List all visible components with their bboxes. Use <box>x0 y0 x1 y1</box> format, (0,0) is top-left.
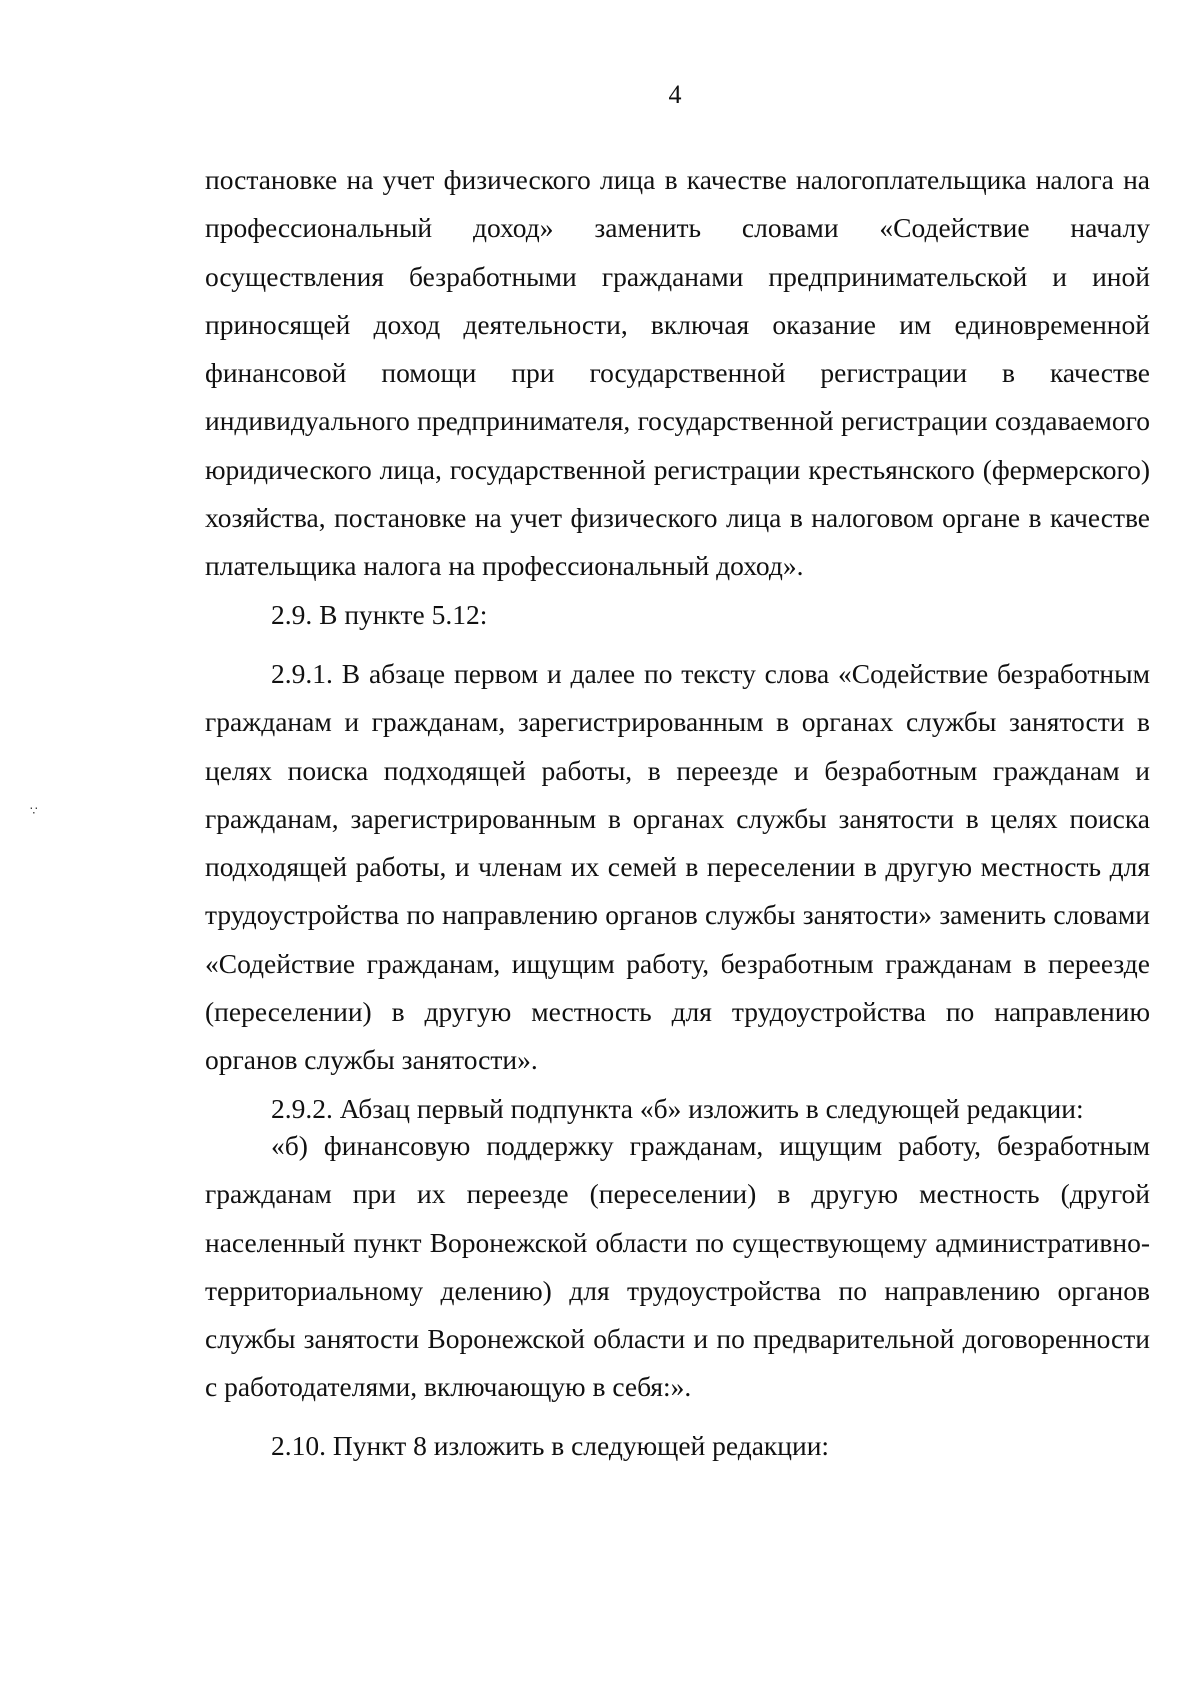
document-body-middle <box>205 650 1150 1133</box>
paragraph-2-9-1: 2.9.1. В абзаце первом и далее по тексту слова «Содействие безработным гражданам и гражданам, зарегистрированным в органах службы занятости в целях поиска подходящей работы, в переезде и безработным гражданам и гражданам, зарегистрированным в органах службы занятости в целях поиска подходящей работы, и членам их семей в переселении в другую местность для трудоустройства по направлению органов службы занятости» заменить словами «Содействие гражданам, ищущим работу, безработным гражданам в переезде (переселении) в другую местность для трудоустройства по направлению органов службы занятости». <box>205 658 1150 1076</box>
paragraph-continuation: постановке на учет физического лица в качестве налогоплательщика налога на профессиональный доход» заменить словами «Содействие началу осуществления безработными гражданами предпринимательской и иной приносящей доход деятельности, включая оказание им единовременной финансовой помощи при государственной регистрации в качестве индивидуального предпринимателя, государственной регистрации создаваемого юридического лица, государственной регистрации крестьянского (фермерского) хозяйства, постановке на учет физического лица в налоговом органе в качестве плательщика налога на профессиональный доход». <box>205 164 1150 582</box>
paragraph-2-10: 2.10. Пункт 8 изложить в следующей редакции: <box>271 1429 830 1461</box>
paragraph-quote-b: «б) финансовую поддержку гражданам, ищущим работу, безработным гражданам при их переезде (переселении) в другую местность (другой населенный пункт Воронежской области по существующему административно-территориальному делению) для трудоустройства по направлению органов службы занятости Воронежской области и по предварительной договоренности с работодателями, включающую в себя:». <box>205 1130 1150 1403</box>
paragraph-2-9-2: 2.9.2. Абзац первый подпункта «б» изложить в следующей редакции: <box>271 1092 1084 1124</box>
document-body-top <box>205 156 1150 639</box>
page-number: 4 <box>668 80 682 109</box>
margin-mark: ∵ <box>30 804 38 818</box>
document-body-bottom <box>205 1122 1150 1470</box>
paragraph-2-9: 2.9. В пункте 5.12: <box>271 598 488 630</box>
